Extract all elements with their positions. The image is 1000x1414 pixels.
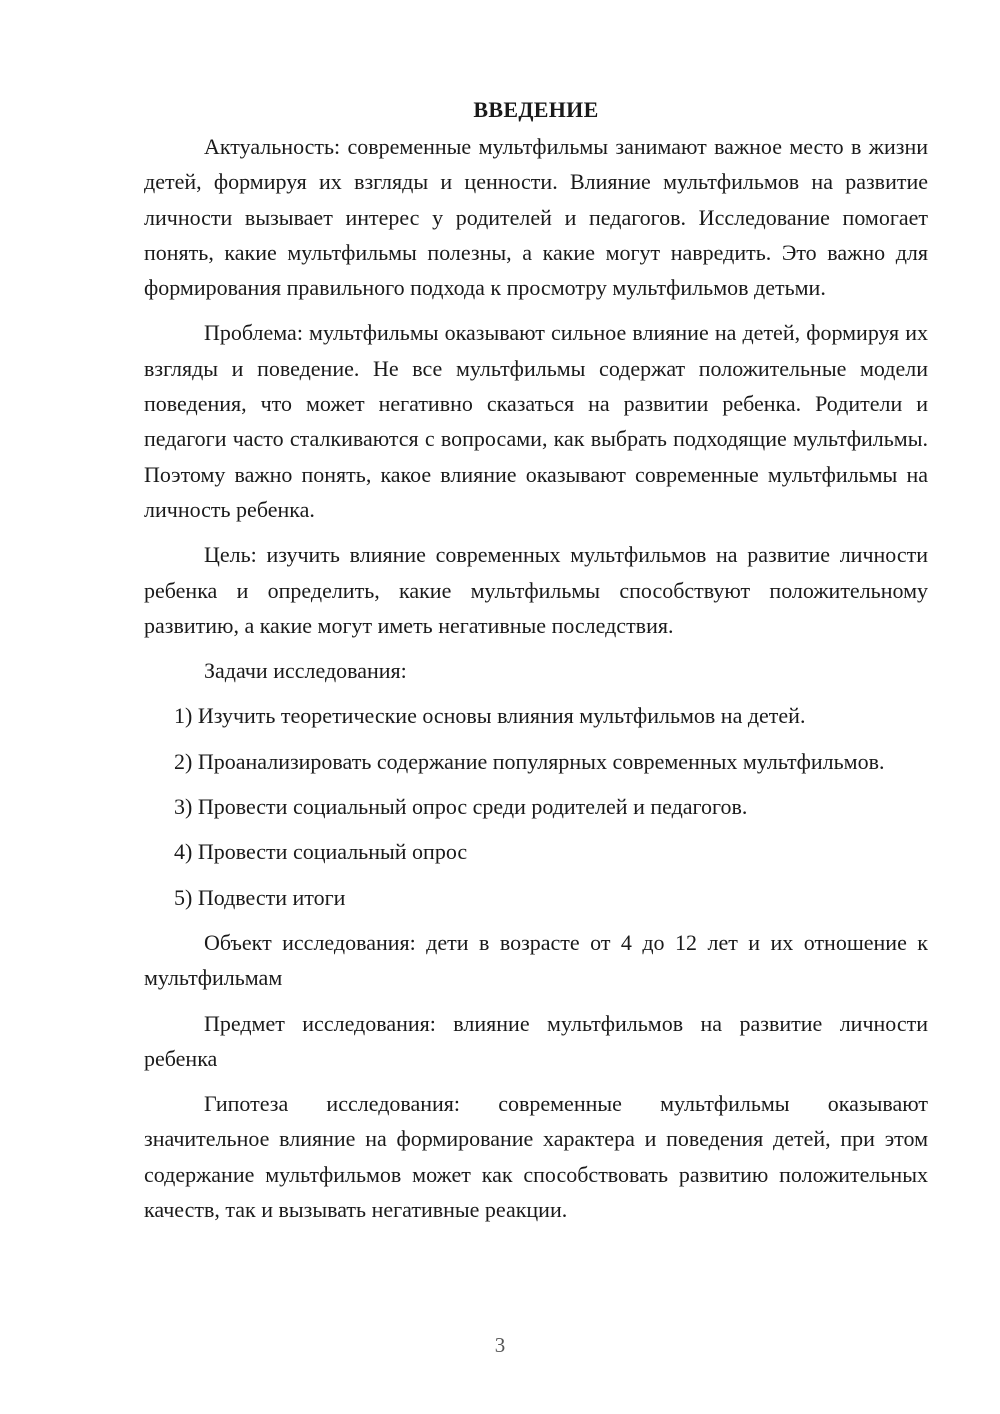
paragraph-goal: Цель: изучить влияние современных мультфильмов на развитие личности ребенка и определить, какие мультфильмы способствуют положительному развитию, а какие могут иметь негативные последствия. [144,542,928,638]
paragraph-hypothesis: Гипотеза исследования: современные мультфильмы оказывают значительное влияние на формирование характера и поведения детей, при этом содержание мультфильмов может как способствовать развитию положительных качеств, так и вызывать негативные реакции. [144,1091,928,1223]
section-title: ВВЕДЕНИЕ [473,97,599,122]
task-item-3: 3) Провести социальный опрос среди родителей и педагогов. [174,794,748,820]
paragraph-problem: Проблема: мультфильмы оказывают сильное влияние на детей, формируя их взгляды и поведение. Не все мультфильмы содержат положительные модели поведения, что может негативно сказаться на развитии ребенка. Родители и педагоги часто сталкиваются с вопросами, как выбрать подходящие мультфильмы. Поэтому важно понять, какое влияние оказывают современные мультфильмы на личность ребенка. [144,320,928,522]
task-item-5: 5) Подвести итоги [174,884,346,910]
task-item-1: 1) Изучить теоретические основы влияния мультфильмов на детей. [174,703,806,729]
task-item-4: 4) Провести социальный опрос [174,839,468,865]
page-number: 3 [494,1333,506,1357]
paragraph-subject: Предмет исследования: влияние мультфильмов на развитие личности ребенка [144,1010,928,1071]
paragraph-relevance: Актуальность: современные мультфильмы занимают важное место в жизни детей, формируя их взгляды и ценности. Влияние мультфильмов на развитие личности вызывает интерес у родителей и педагогов. Исследование помогает понять, какие мультфильмы полезны, а какие могут навредить. Это важно для формирования правильного подхода к просмотру мультфильмов детьми. [144,134,928,301]
task-item-2: 2) Проанализировать содержание популярных современных мультфильмов. [174,748,885,774]
paragraph-object: Объект исследования: дети в возрасте от 4 до 12 лет и их отношение к мультфильмам [144,929,928,991]
page-content [144,92,928,1227]
paragraph-tasks-heading: Задачи исследования: [204,658,407,684]
